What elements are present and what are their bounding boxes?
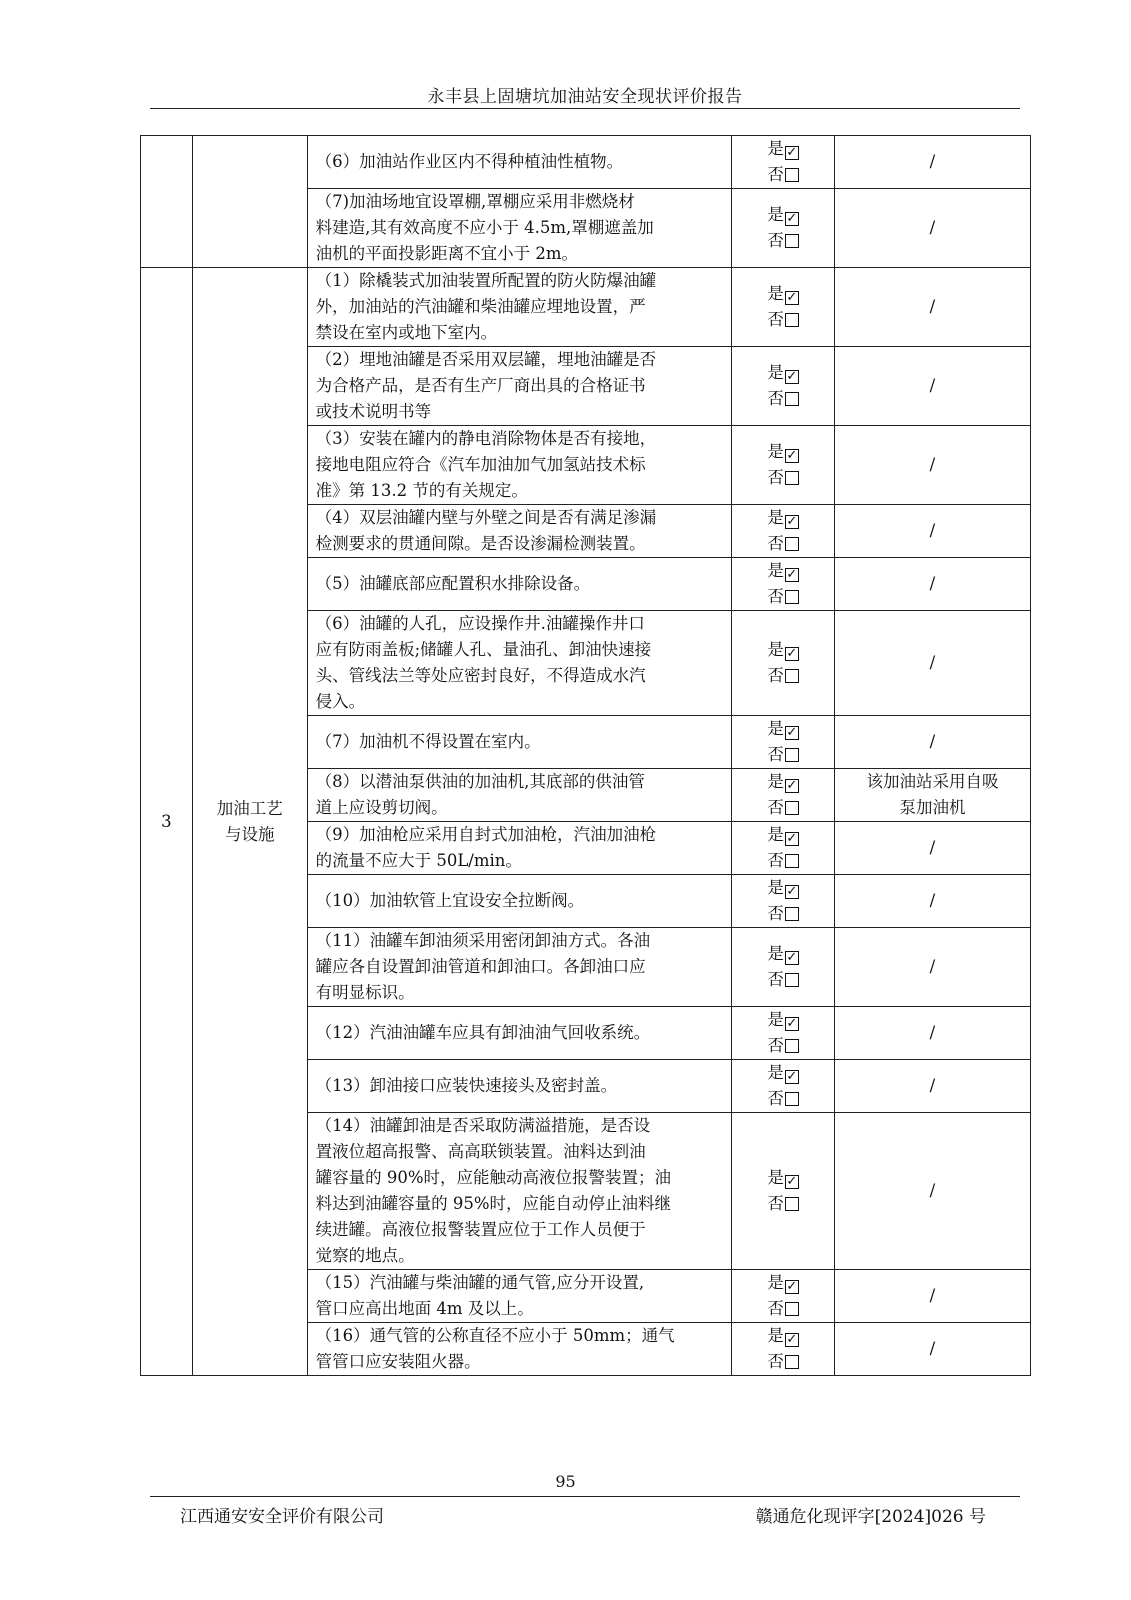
remark-line: 该加油站采用自吸 — [866, 772, 999, 791]
group-number-cell-prev — [141, 136, 193, 268]
yes-label: 是 — [767, 944, 784, 963]
empty-box-icon — [785, 907, 799, 921]
checked-box-icon: ✓ — [786, 567, 798, 582]
no-option — [740, 162, 826, 188]
remark-cell — [834, 769, 1030, 822]
yes-option — [740, 1323, 826, 1349]
requirement-line: （6）加油站作业区内不得种植油性植物。 — [315, 152, 624, 171]
requirement-line: 应有防雨盖板;储罐人孔、量油孔、卸油快速接 — [315, 640, 652, 659]
yes-no-cell — [732, 1060, 835, 1113]
requirement-cell — [307, 928, 732, 1007]
requirement-line: 接地电阻应符合《汽车加油加气加氢站技术标 — [315, 455, 646, 474]
requirement-line: （2）埋地油罐是否采用双层罐，埋地油罐是否 — [315, 350, 657, 369]
requirement-cell — [307, 611, 732, 716]
no-label: 否 — [767, 587, 784, 606]
yes-no-cell — [732, 875, 835, 928]
remark-line: / — [929, 297, 936, 316]
yes-option — [740, 439, 826, 465]
group-item-line: 加油工艺 — [216, 798, 283, 818]
checked-box-icon: ✓ — [786, 1069, 798, 1084]
yes-option — [740, 281, 826, 307]
requirement-line: （9）加油枪应采用自封式加油枪，汽油加油枪 — [315, 825, 657, 844]
no-label: 否 — [767, 1352, 784, 1371]
remark-cell — [834, 1113, 1030, 1270]
requirement-cell — [307, 1323, 732, 1376]
empty-box-icon — [785, 1355, 799, 1369]
no-label: 否 — [767, 1036, 784, 1055]
empty-box-icon — [785, 1302, 799, 1316]
page-header-title: 永丰县上固塘坑加油站安全现状评价报告 — [427, 87, 743, 107]
requirement-line: （7）加油机不得设置在室内。 — [315, 732, 541, 751]
remark-line: / — [929, 1076, 936, 1095]
requirement-cell — [307, 822, 732, 875]
requirement-line: 侵入。 — [315, 692, 366, 711]
no-option — [740, 1086, 826, 1112]
yes-label: 是 — [767, 878, 784, 897]
remark-cell — [834, 347, 1030, 426]
footer-doc-code: 赣通危化现评字[2024]026 号 — [755, 1507, 986, 1527]
remark-line: / — [929, 1286, 936, 1305]
checked-box-icon: ✓ — [786, 1174, 798, 1189]
remark-cell — [834, 822, 1030, 875]
remark-cell — [834, 928, 1030, 1007]
requirement-line: （4）双层油罐内壁与外壁之间是否有满足渗漏 — [315, 508, 657, 527]
requirement-line: 罐容量的 90%时，应能触动高液位报警装置；油 — [315, 1168, 672, 1187]
empty-box-icon — [785, 313, 799, 327]
requirement-line: 外，加油站的汽油罐和柴油罐应埋地设置，严 — [315, 297, 646, 316]
yes-label: 是 — [767, 561, 784, 580]
no-label: 否 — [767, 1089, 784, 1108]
remark-line: / — [929, 1339, 936, 1358]
requirement-line: （15）汽油罐与柴油罐的通气管,应分开设置, — [315, 1273, 645, 1292]
requirement-line: 禁设在室内或地下室内。 — [315, 323, 498, 342]
requirement-line: 料达到油罐容量的 95%时，应能自动停止油料继 — [315, 1194, 672, 1213]
remark-line: / — [929, 1181, 936, 1200]
no-option — [740, 795, 826, 821]
yes-option — [740, 716, 826, 742]
empty-box-icon — [785, 1092, 799, 1106]
yes-label: 是 — [767, 1273, 784, 1292]
yes-label: 是 — [767, 1168, 784, 1187]
no-option — [740, 967, 826, 993]
no-label: 否 — [767, 1299, 784, 1318]
no-label: 否 — [767, 310, 784, 329]
yes-no-cell — [732, 716, 835, 769]
yes-option — [740, 1270, 826, 1296]
group-item-cell — [192, 268, 307, 1376]
requirement-line: （3）安装在罐内的静电消除物体是否有接地， — [315, 429, 657, 448]
remark-line: / — [929, 152, 936, 171]
no-label: 否 — [767, 904, 784, 923]
no-label: 否 — [767, 468, 784, 487]
remark-line: / — [929, 574, 936, 593]
remark-line: / — [929, 521, 936, 540]
no-option — [740, 1296, 826, 1322]
no-label: 否 — [767, 798, 784, 817]
table-row — [141, 268, 1031, 347]
yes-no-cell — [732, 1323, 835, 1376]
remark-cell — [834, 875, 1030, 928]
remark-line: / — [929, 732, 936, 751]
checked-box-icon: ✓ — [786, 448, 798, 463]
yes-option — [740, 822, 826, 848]
requirement-line: （14）油罐卸油是否采取防满溢措施，是否设 — [315, 1116, 651, 1135]
requirement-cell — [307, 1270, 732, 1323]
requirement-line: 为合格产品，是否有生产厂商出具的合格证书 — [315, 376, 646, 395]
empty-box-icon — [785, 973, 799, 987]
remark-line: / — [929, 455, 936, 474]
remark-cell — [834, 1270, 1030, 1323]
header-divider — [150, 108, 1020, 109]
yes-label: 是 — [767, 139, 784, 158]
empty-box-icon — [785, 801, 799, 815]
requirement-line: （16）通气管的公称直径不应小于 50mm；通气 — [315, 1326, 675, 1345]
yes-option — [740, 1060, 826, 1086]
yes-option — [740, 1165, 826, 1191]
yes-label: 是 — [767, 205, 784, 224]
requirement-line: 准》第 13.2 节的有关规定。 — [315, 481, 528, 500]
requirement-cell — [307, 1007, 732, 1060]
yes-no-cell — [732, 769, 835, 822]
remark-line: / — [929, 218, 936, 237]
remark-cell — [834, 189, 1030, 268]
empty-box-icon — [785, 590, 799, 604]
yes-label: 是 — [767, 442, 784, 461]
table-body — [141, 136, 1031, 1376]
yes-no-cell — [732, 347, 835, 426]
yes-option — [740, 202, 826, 228]
requirement-line: （10）加油软管上宜设安全拉断阀。 — [315, 891, 585, 910]
remark-line: / — [929, 653, 936, 672]
yes-no-cell — [732, 189, 835, 268]
yes-no-cell — [732, 822, 835, 875]
yes-option — [740, 875, 826, 901]
checked-box-icon: ✓ — [786, 1016, 798, 1031]
group-item-line: 与设施 — [224, 824, 275, 844]
checked-box-icon: ✓ — [786, 369, 798, 384]
yes-no-cell — [732, 928, 835, 1007]
remark-cell — [834, 505, 1030, 558]
no-option — [740, 663, 826, 689]
remark-cell — [834, 136, 1030, 189]
no-label: 否 — [767, 231, 784, 250]
empty-box-icon — [785, 1197, 799, 1211]
no-option — [740, 742, 826, 768]
requirement-line: 头、管线法兰等处应密封良好，不得造成水汽 — [315, 666, 646, 685]
group-number-cell: 3 — [141, 268, 193, 1376]
empty-box-icon — [785, 1039, 799, 1053]
remark-cell — [834, 1007, 1030, 1060]
no-label: 否 — [767, 745, 784, 764]
remark-line: / — [929, 957, 936, 976]
no-label: 否 — [767, 1194, 784, 1213]
no-label: 否 — [767, 970, 784, 989]
no-option — [740, 1191, 826, 1217]
requirement-line: 管管口应安装阻火器。 — [315, 1352, 481, 1371]
no-option — [740, 465, 826, 491]
requirement-cell — [307, 558, 732, 611]
group-item-cell-prev — [192, 136, 307, 268]
requirement-line: 置液位超高报警、高高联锁装置。油料达到油 — [315, 1142, 646, 1161]
requirement-cell — [307, 189, 732, 268]
requirement-line: 道上应设剪切阀。 — [315, 798, 448, 817]
remark-cell — [834, 1323, 1030, 1376]
yes-no-cell — [732, 558, 835, 611]
yes-label: 是 — [767, 825, 784, 844]
requirement-line: 管口应高出地面 4m 及以上。 — [315, 1299, 534, 1318]
empty-box-icon — [785, 471, 799, 485]
requirement-line: 油机的平面投影距离不宜小于 2m。 — [315, 244, 578, 263]
remark-cell — [834, 558, 1030, 611]
yes-option — [740, 558, 826, 584]
requirement-cell — [307, 505, 732, 558]
yes-label: 是 — [767, 1010, 784, 1029]
empty-box-icon — [785, 168, 799, 182]
no-label: 否 — [767, 389, 784, 408]
empty-box-icon — [785, 537, 799, 551]
requirement-cell — [307, 347, 732, 426]
requirement-line: （7)加油场地宜设罩棚,罩棚应采用非燃烧材 — [315, 192, 635, 211]
no-label: 否 — [767, 666, 784, 685]
checked-box-icon: ✓ — [786, 1332, 798, 1347]
requirement-line: 续进罐。高液位报警装置应位于工作人员便于 — [315, 1220, 646, 1239]
yes-label: 是 — [767, 719, 784, 738]
yes-no-cell — [732, 426, 835, 505]
remark-cell — [834, 611, 1030, 716]
requirement-cell — [307, 426, 732, 505]
checked-box-icon: ✓ — [786, 778, 798, 793]
remark-line: / — [929, 1023, 936, 1042]
requirement-line: （5）油罐底部应配置积水排除设备。 — [315, 574, 591, 593]
requirement-cell — [307, 769, 732, 822]
requirement-line: 或技术说明书等 — [315, 402, 432, 421]
requirement-line: （8）以潜油泵供油的加油机,其底部的供油管 — [315, 772, 645, 791]
checked-box-icon: ✓ — [786, 831, 798, 846]
yes-label: 是 — [767, 363, 784, 382]
remark-line: / — [929, 376, 936, 395]
no-label: 否 — [767, 165, 784, 184]
empty-box-icon — [785, 234, 799, 248]
empty-box-icon — [785, 392, 799, 406]
yes-no-cell — [732, 1113, 835, 1270]
checked-box-icon: ✓ — [786, 646, 798, 661]
remark-cell — [834, 1060, 1030, 1113]
requirement-cell — [307, 268, 732, 347]
yes-label: 是 — [767, 1326, 784, 1345]
remark-cell — [834, 426, 1030, 505]
requirement-line: （1）除橇装式加油装置所配置的防火防爆油罐 — [315, 271, 657, 290]
checked-box-icon: ✓ — [786, 145, 798, 160]
no-option — [740, 584, 826, 610]
safety-checklist-table — [140, 135, 1031, 1376]
requirement-cell — [307, 1113, 732, 1270]
yes-option — [740, 941, 826, 967]
yes-no-cell — [732, 505, 835, 558]
no-label: 否 — [767, 851, 784, 870]
yes-label: 是 — [767, 284, 784, 303]
remark-line: / — [929, 838, 936, 857]
yes-option — [740, 769, 826, 795]
yes-option — [740, 360, 826, 386]
no-option — [740, 1033, 826, 1059]
checked-box-icon: ✓ — [786, 290, 798, 305]
yes-option — [740, 1007, 826, 1033]
yes-no-cell — [732, 611, 835, 716]
requirement-cell — [307, 875, 732, 928]
footer-divider — [150, 1496, 1020, 1497]
yes-label: 是 — [767, 772, 784, 791]
empty-box-icon — [785, 748, 799, 762]
yes-option — [740, 505, 826, 531]
requirement-cell — [307, 1060, 732, 1113]
requirement-line: （6）油罐的人孔，应设操作井.油罐操作井口 — [315, 614, 645, 633]
checked-box-icon: ✓ — [786, 725, 798, 740]
checked-box-icon: ✓ — [786, 1279, 798, 1294]
requirement-line: 料建造,其有效高度不应小于 4.5m,罩棚遮盖加 — [315, 218, 654, 237]
yes-option — [740, 637, 826, 663]
requirement-cell — [307, 136, 732, 189]
no-option — [740, 307, 826, 333]
table-row — [141, 136, 1031, 189]
checked-box-icon: ✓ — [786, 950, 798, 965]
yes-option — [740, 136, 826, 162]
requirement-line: 检测要求的贯通间隙。是否设渗漏检测装置。 — [315, 534, 646, 553]
yes-no-cell — [732, 136, 835, 189]
empty-box-icon — [785, 854, 799, 868]
remark-line: / — [929, 891, 936, 910]
checked-box-icon: ✓ — [786, 514, 798, 529]
no-option — [740, 848, 826, 874]
requirement-cell — [307, 716, 732, 769]
page-number: 95 — [555, 1472, 576, 1491]
footer-company: 江西通安安全评价有限公司 — [180, 1507, 384, 1527]
no-label: 否 — [767, 534, 784, 553]
no-option — [740, 531, 826, 557]
requirement-line: 有明显标识。 — [315, 983, 415, 1002]
checked-box-icon: ✓ — [786, 211, 798, 226]
empty-box-icon — [785, 669, 799, 683]
yes-no-cell — [732, 268, 835, 347]
no-option — [740, 386, 826, 412]
requirement-line: 罐应各自设置卸油管道和卸油口。各卸油口应 — [315, 957, 646, 976]
no-option — [740, 1349, 826, 1375]
no-option — [740, 901, 826, 927]
yes-no-cell — [732, 1007, 835, 1060]
yes-label: 是 — [767, 508, 784, 527]
requirement-line: 觉察的地点。 — [315, 1246, 415, 1265]
requirement-line: （13）卸油接口应装快速接头及密封盖。 — [315, 1076, 618, 1095]
yes-label: 是 — [767, 1063, 784, 1082]
remark-cell — [834, 268, 1030, 347]
no-option — [740, 228, 826, 254]
requirement-line: （12）汽油油罐车应具有卸油油气回收系统。 — [315, 1023, 651, 1042]
requirement-line: （11）油罐车卸油须采用密闭卸油方式。各油 — [315, 931, 651, 950]
checked-box-icon: ✓ — [786, 884, 798, 899]
requirement-line: 的流量不应大于 50L/min。 — [315, 851, 522, 870]
yes-no-cell — [732, 1270, 835, 1323]
remark-cell — [834, 716, 1030, 769]
remark-line: 泵加油机 — [899, 798, 966, 817]
yes-label: 是 — [767, 640, 784, 659]
